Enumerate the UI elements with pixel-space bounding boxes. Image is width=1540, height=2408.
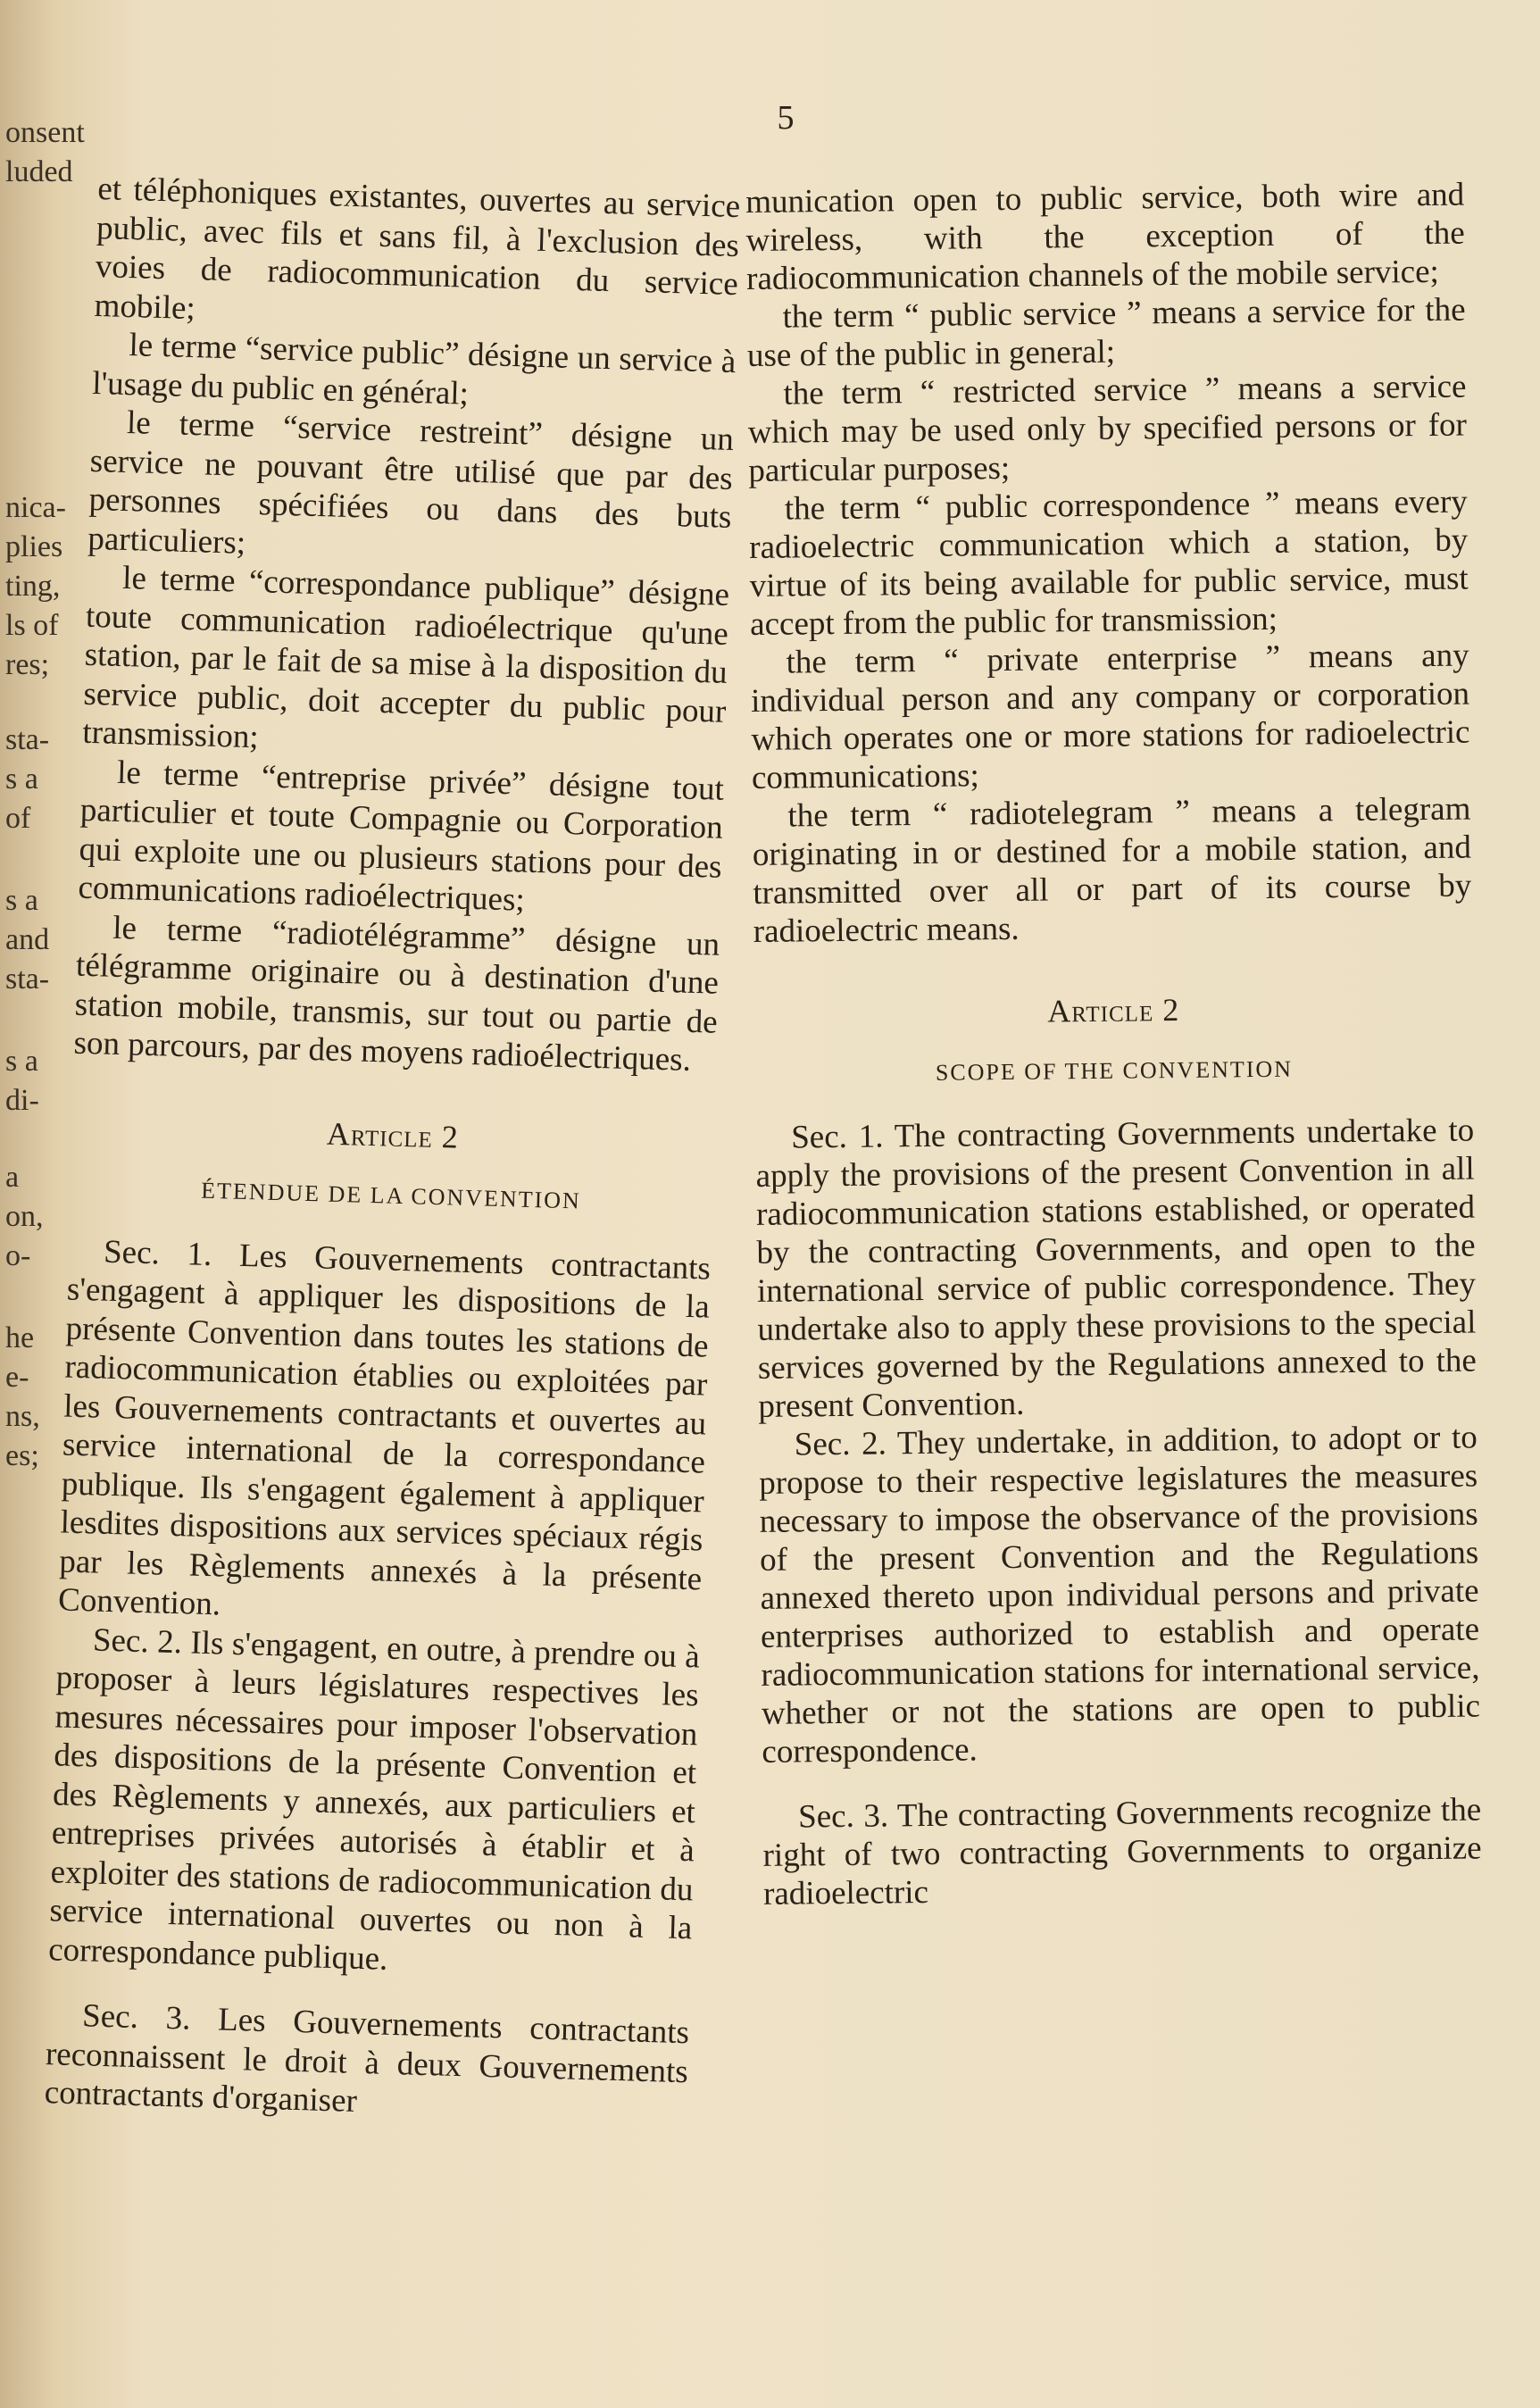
- margin-fragment: s a: [5, 762, 38, 796]
- english-definition: the term “ restricted service ” means a service which may be used only by specified persons or for particular purposes;: [747, 368, 1468, 489]
- french-section-1: Sec. 1. Les Gouvernements contractants s'engagent à appliquer les dispositions de la présente Convention dans toutes les stations de radiocommunication établies ou exploitées par les Gouvernements contractants et ouvertes au service international de la correspondance publique. Ils s'engagent également à appliquer lesdites dispositions aux services spéciaux régis par les Règlements annexés à la présente Convention.: [57, 1233, 712, 1623]
- english-definition: munication open to public service, both wire and wireless, with the exception of the radiocommunication channels of the mobile service;: [745, 176, 1465, 297]
- french-column: [44, 170, 740, 2130]
- margin-fragment: and: [5, 923, 50, 956]
- french-definition: le terme “correspondance publique” désigne toute communication radioélectrique qu'une station, par le fait de sa mise à la disposition du service public, doit accepter du public pour transmission;: [81, 559, 730, 756]
- french-definition: et téléphoniques existantes, ouvertes au service public, avec fils et sans fil, à l'exclusion des voies de radiocommunication du service mobile;: [94, 170, 741, 327]
- english-article-subheading: SCOPE OF THE CONVENTION: [935, 1055, 1294, 1086]
- english-definition: the term “ private enterprise ” means any individual person and any company or corporation which operates one or more stations for radioelectric communications;: [750, 637, 1470, 796]
- margin-fragment: s a: [5, 884, 38, 917]
- margin-fragment: he: [5, 1321, 35, 1354]
- french-section-2: Sec. 2. Ils s'engagent, en outre, à prendre ou à proposer à leurs législatures respectives les mesures nécessaires pour imposer l'observation des dispositions de la présente Convention et des Règlements y annexés, aux particuliers et entreprises privées autorisés à établir et à exploiter des stations de radiocommunication du service international ouvertes ou non à la correspondance publique.: [47, 1621, 701, 1978]
- french-section-3: Sec. 3. Les Gouvernements contractants reconnaissent le droit à deux Gouvernements contractants d'organiser: [44, 1997, 690, 2120]
- margin-fragment: res;: [5, 648, 50, 681]
- english-column: [745, 176, 1482, 1913]
- french-definition: le terme “service public” désigne un service à l'usage du public en général;: [91, 327, 737, 412]
- french-article-heading: Article 2: [326, 1115, 460, 1155]
- english-definition: the term “ public service ” means a service for the use of the public in general;: [746, 291, 1466, 374]
- margin-fragment: ls of: [5, 609, 59, 642]
- margin-fragment: on,: [5, 1200, 44, 1233]
- margin-fragment: e-: [5, 1361, 29, 1394]
- page-number: 5: [777, 99, 795, 137]
- french-definition: le terme “entreprise privée” désigne tout particulier et toute Compagnie ou Corporation qui exploite une ou plusieurs stations pour des communications radioélectriques;: [77, 754, 725, 919]
- french-definition: le terme “radiotélégramme” désigne un télégramme originaire ou à destination d'une station mobile, transmis, sur tout ou partie de son parcours, par des moyens radioélectriques.: [73, 909, 720, 1079]
- english-definition: the term “ public correspondence ” means every radioelectric communication which a station, by virtue of its being available for public service, must accept from the public for transmission;: [749, 483, 1469, 643]
- margin-fragment: es;: [5, 1439, 39, 1472]
- margin-fragment: plies: [5, 530, 63, 563]
- margin-fragment: nica-: [5, 491, 66, 524]
- english-section-1: Sec. 1. The contracting Governments undertake to apply the provisions of the present Convention in all radiocommunication stations established, or operated by the contracting Governments, and open to the international service of public correspondence. They undertake also to apply these provisions to the special services governed by the Regulations annexed to the present Convention.: [755, 1112, 1478, 1425]
- english-section-3: Sec. 3. The contracting Governments recognize the right of two contracting Governments to organize radioelectric: [762, 1791, 1482, 1912]
- english-article-heading: Article 2: [1047, 991, 1180, 1029]
- margin-fragment: s a: [5, 1045, 38, 1078]
- margin-fragment: onsent: [5, 116, 85, 149]
- margin-fragment: sta-: [5, 962, 50, 996]
- margin-fragment: of: [5, 802, 31, 835]
- margin-fragment: sta-: [5, 723, 50, 756]
- english-section-2: Sec. 2. They undertake, in addition, to adopt or to propose to their respective legislatures the measures necessary to impose the observance of the provisions of the present Convention and the Regulations annexed thereto upon individual persons and private enterprises authorized to establish and operate radiocommunication stations for international service, whether or not the stations are open to public correspondence.: [759, 1419, 1481, 1771]
- french-definition: le terme “service restreint” désigne un service ne pouvant être utilisé que par des personnes spécifiées ou dans des buts particuliers;: [87, 404, 735, 562]
- margin-fragment: a: [5, 1161, 20, 1194]
- french-article-subheading: ÉTENDUE DE LA CONVENTION: [200, 1177, 582, 1214]
- margin-fragment: luded: [5, 155, 73, 188]
- margin-fragment: ns,: [5, 1400, 40, 1433]
- margin-fragment: ting,: [5, 570, 61, 603]
- margin-fragment: di-: [5, 1084, 39, 1117]
- english-definition: the term “ radiotelegram ” means a telegram originating in or destined for a mobile station, and transmitted over all or part of its course by radioelectric means.: [752, 790, 1472, 950]
- margin-fragment: o-: [5, 1239, 31, 1272]
